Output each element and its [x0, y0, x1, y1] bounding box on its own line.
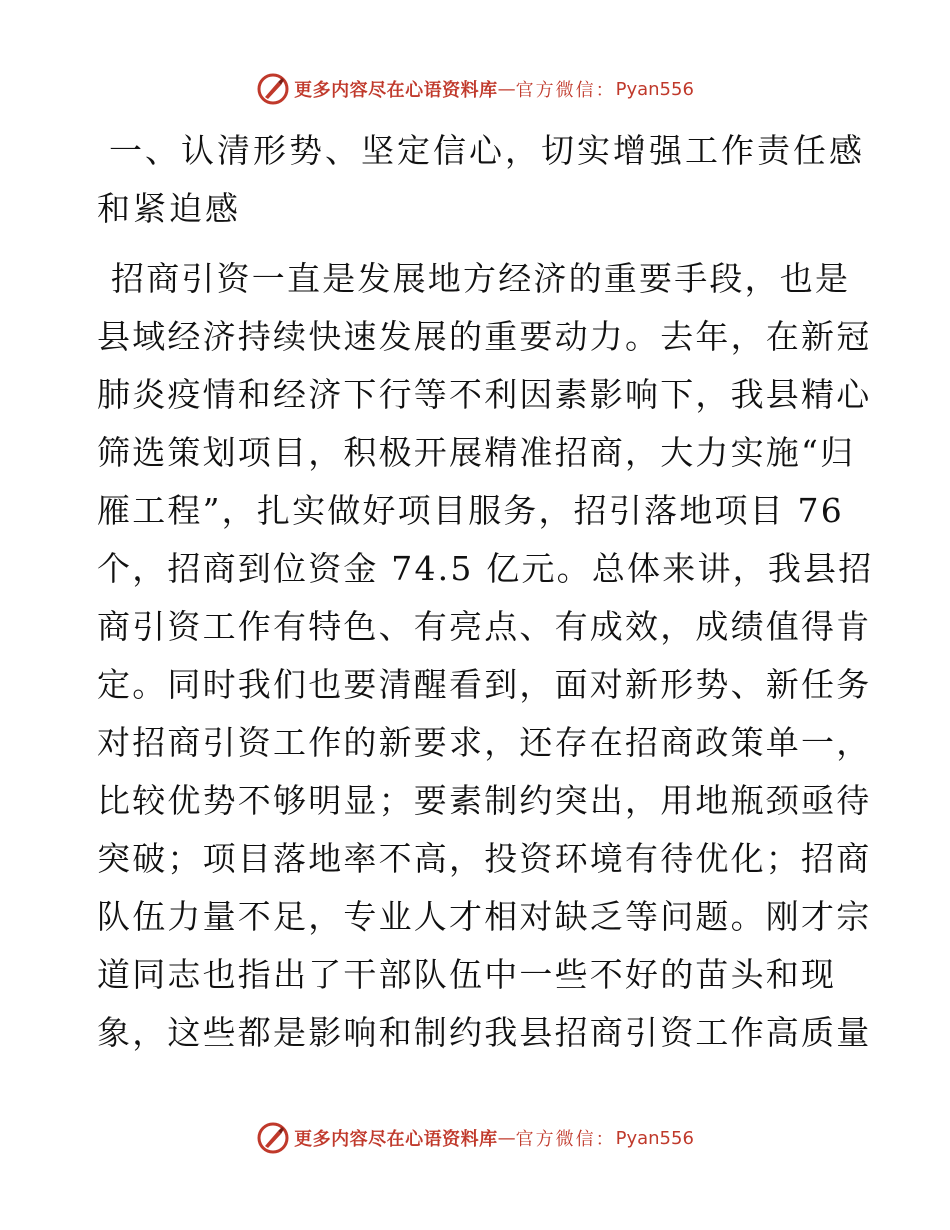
document-page [97, 122, 874, 1062]
paragraph-line: 肺炎疫情和经济下行等不利因素影响下，我县精心 [97, 375, 872, 414]
paragraph-line: 雁工程”，扎实做好项目服务，招引落地项目 76 [97, 491, 844, 530]
watermark-banner-bottom [0, 1121, 950, 1155]
paragraph-line: 道同志也指出了干部队伍中一些不好的苗头和现 [97, 955, 837, 994]
paragraph-line: 象，这些都是影响和制约我县招商引资工作高质量 [97, 1013, 872, 1052]
watermark-wechat-label: 官方微信： [515, 80, 616, 101]
paragraph-line: 招商引资一直是发展地方经济的重要手段，也是 [111, 259, 851, 298]
paragraph-line: 县域经济持续快速发展的重要动力。去年，在新冠 [97, 317, 872, 356]
pen-logo-icon [256, 1121, 290, 1155]
watermark-dash: — [497, 1127, 516, 1149]
paragraph-line: 筛选策划项目，积极开展精准招商，大力实施“归 [97, 433, 856, 472]
paragraph-line: 定。同时我们也要清醒看到，面对新形势、新任务 [97, 665, 872, 704]
watermark-brand: 更多内容尽在心语资料库 [294, 1129, 498, 1150]
body-paragraph [97, 250, 874, 1062]
watermark-banner-top [0, 72, 950, 106]
watermark-wechat-id: Pyan556 [615, 1127, 694, 1149]
heading-line: 和紧迫感 [97, 189, 241, 228]
heading-line: 一、认清形势、坚定信心，切实增强工作责任感 [109, 131, 865, 170]
watermark-wechat-label: 官方微信： [515, 1129, 616, 1150]
paragraph-line: 队伍力量不足，专业人才相对缺乏等问题。刚才宗 [97, 897, 872, 936]
pen-logo-icon [256, 72, 290, 106]
paragraph-line: 个，招商到位资金 74.5 亿元。总体来讲，我县招 [97, 549, 874, 588]
watermark-wechat-id: Pyan556 [615, 78, 694, 100]
paragraph-line: 突破；项目落地率不高，投资环境有待优化；招商 [97, 839, 872, 878]
section-heading [97, 122, 865, 238]
paragraph-line: 比较优势不够明显；要素制约突出，用地瓶颈亟待 [97, 781, 872, 820]
watermark-dash: — [497, 78, 516, 100]
paragraph-line: 对招商引资工作的新要求，还存在招商政策单一， [97, 723, 872, 762]
watermark-brand: 更多内容尽在心语资料库 [294, 80, 498, 101]
paragraph-line: 商引资工作有特色、有亮点、有成效，成绩值得肯 [97, 607, 872, 646]
